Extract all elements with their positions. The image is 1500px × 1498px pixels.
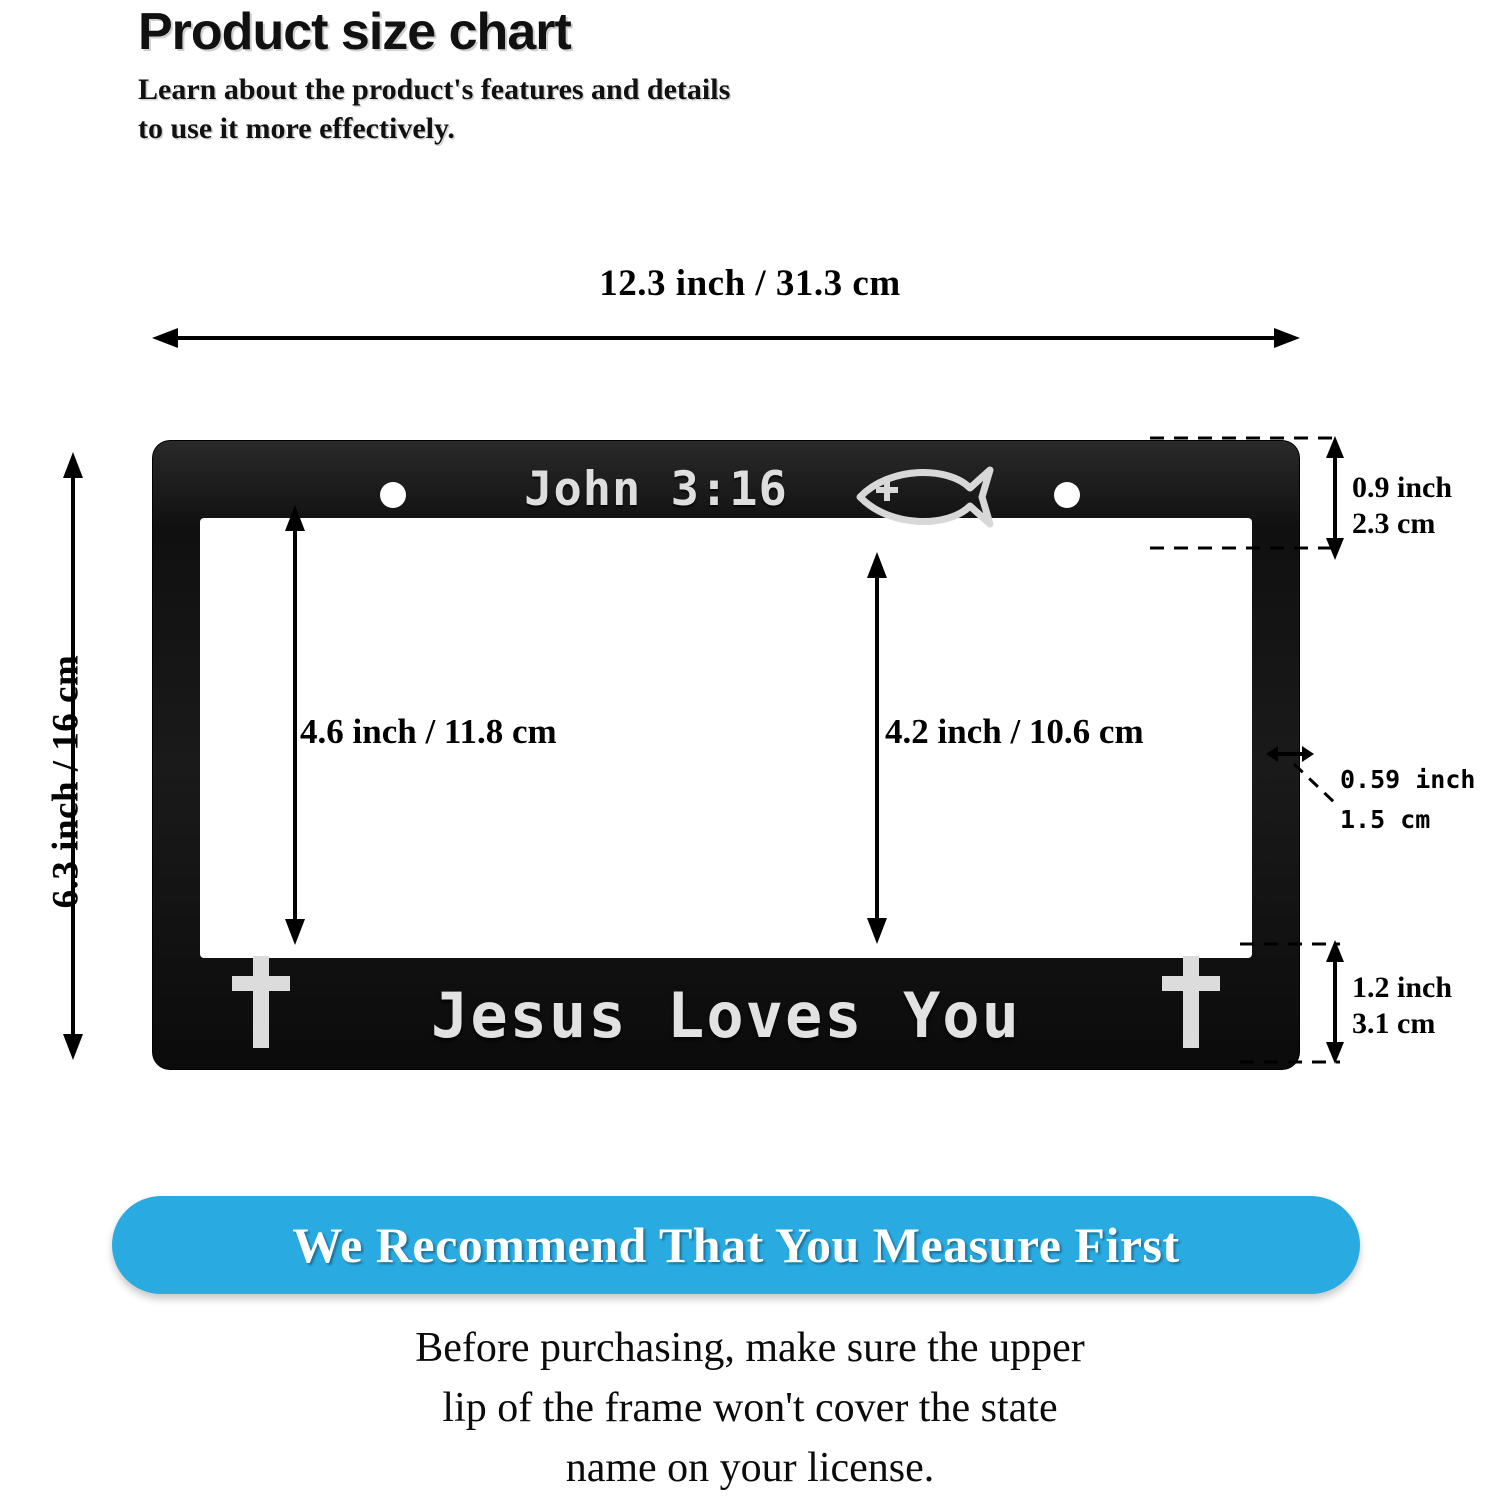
page-subtitle-line-1: Learn about the product's features and details bbox=[138, 73, 731, 106]
mounting-hole-left bbox=[380, 482, 406, 508]
bottom-lip-height-line-1: 1.2 inch bbox=[1352, 971, 1453, 1004]
recommendation-banner-text: We Recommend That You Measure First bbox=[292, 1217, 1180, 1273]
license-plate-frame bbox=[152, 440, 1300, 1070]
inner-height-right-label: 4.2 inch / 10.6 cm bbox=[885, 712, 1144, 751]
top-lip-height-arrow bbox=[1322, 436, 1348, 560]
bottom-lip-height-arrow bbox=[1322, 940, 1348, 1064]
side-width-line-2: 1.5 cm bbox=[1340, 805, 1431, 834]
frame-bottom-text: Jesus Loves You bbox=[431, 979, 1021, 1052]
overall-height-label: 6.3 inch / 16 cm bbox=[45, 654, 87, 909]
footer-note-line-1: Before purchasing, make sure the upper bbox=[415, 1325, 1085, 1371]
top-lip-height-line-1: 0.9 inch bbox=[1352, 471, 1453, 504]
footer-note-line-3: name on your license. bbox=[565, 1445, 935, 1491]
overall-height-arrow bbox=[58, 452, 88, 1060]
overall-width-arrow bbox=[152, 325, 1300, 351]
top-lip-leader-lines bbox=[1150, 432, 1350, 562]
page-subtitle-line-2: to use it more effectively. bbox=[138, 112, 455, 145]
page-title: Product size chart bbox=[138, 3, 571, 61]
recommendation-banner bbox=[112, 1196, 1360, 1294]
side-width-line-1: 0.59 inch bbox=[1340, 765, 1476, 794]
overall-width-label: 12.3 inch / 31.3 cm bbox=[599, 263, 901, 304]
ichthys-fish-icon bbox=[852, 468, 992, 526]
bottom-lip-height-line-2: 3.1 cm bbox=[1352, 1007, 1436, 1040]
footer-note bbox=[0, 1318, 1500, 1498]
footer-note-line-2: lip of the frame won't cover the state bbox=[442, 1385, 1058, 1431]
side-width-label bbox=[1340, 760, 1475, 840]
frame-top-text: John 3:16 bbox=[524, 462, 788, 517]
top-lip-height-line-2: 2.3 cm bbox=[1352, 507, 1436, 540]
page-subtitle bbox=[138, 70, 1138, 148]
inner-height-left-label: 4.6 inch / 11.8 cm bbox=[300, 712, 557, 751]
mounting-hole-right bbox=[1054, 482, 1080, 508]
top-lip-height-label bbox=[1352, 470, 1452, 542]
header-block bbox=[138, 2, 1138, 148]
bottom-lip-height-label bbox=[1352, 970, 1452, 1042]
